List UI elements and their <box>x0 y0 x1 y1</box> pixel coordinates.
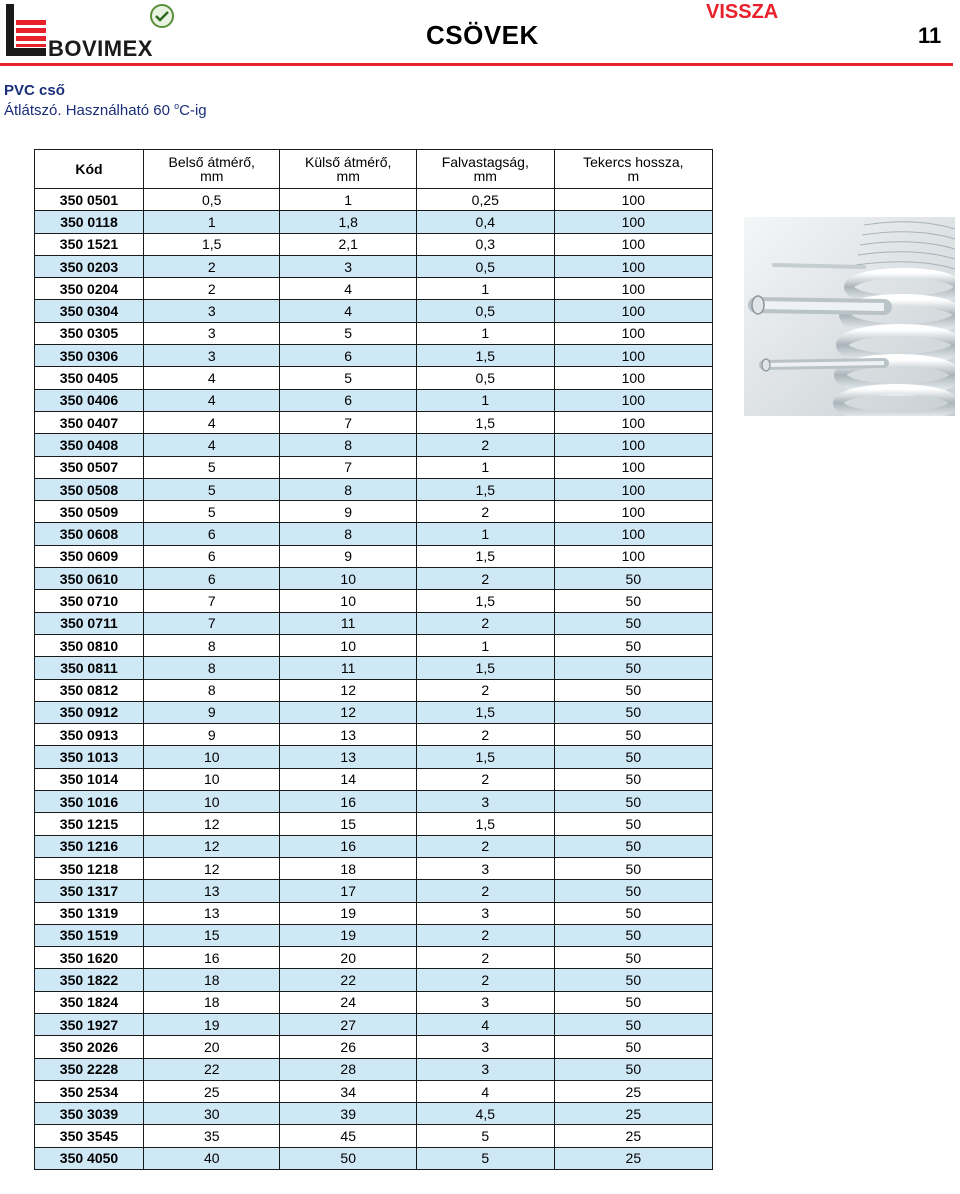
header-wall-line1: Falvastagság, <box>441 154 529 170</box>
cell-inner-diameter: 3 <box>144 300 280 322</box>
cell-coil-length: 100 <box>554 545 712 567</box>
cell-coil-length: 100 <box>554 434 712 456</box>
cell-code: 350 0305 <box>35 322 144 344</box>
cell-inner-diameter: 6 <box>144 523 280 545</box>
cell-code: 350 0811 <box>35 657 144 679</box>
cell-wall-thickness: 0,5 <box>416 255 554 277</box>
header-inner-line2: mm <box>200 168 224 184</box>
cell-code: 350 2534 <box>35 1080 144 1102</box>
cell-inner-diameter: 20 <box>144 1036 280 1058</box>
cell-outer-diameter: 15 <box>280 813 416 835</box>
cell-coil-length: 100 <box>554 189 712 211</box>
header-coil-length <box>554 150 712 189</box>
cell-coil-length: 100 <box>554 233 712 255</box>
cell-code: 350 0610 <box>35 568 144 590</box>
cell-coil-length: 50 <box>554 634 712 656</box>
cell-outer-diameter: 11 <box>280 657 416 679</box>
table-row <box>35 434 713 456</box>
cell-outer-diameter: 10 <box>280 568 416 590</box>
cell-inner-diameter: 5 <box>144 478 280 500</box>
cell-inner-diameter: 4 <box>144 389 280 411</box>
table-row <box>35 813 713 835</box>
table-row <box>35 456 713 478</box>
cell-outer-diameter: 8 <box>280 523 416 545</box>
cell-outer-diameter: 28 <box>280 1058 416 1080</box>
cell-inner-diameter: 4 <box>144 434 280 456</box>
cell-wall-thickness: 1,5 <box>416 813 554 835</box>
cell-outer-diameter: 1 <box>280 189 416 211</box>
cell-outer-diameter: 22 <box>280 969 416 991</box>
cell-outer-diameter: 19 <box>280 902 416 924</box>
table-row <box>35 1080 713 1102</box>
cell-wall-thickness: 2 <box>416 434 554 456</box>
cell-code: 350 1016 <box>35 791 144 813</box>
cell-coil-length: 25 <box>554 1125 712 1147</box>
cell-wall-thickness: 1,5 <box>416 657 554 679</box>
cell-code: 350 3039 <box>35 1103 144 1125</box>
cell-coil-length: 100 <box>554 255 712 277</box>
cell-outer-diameter: 8 <box>280 478 416 500</box>
cell-coil-length: 100 <box>554 278 712 300</box>
cell-inner-diameter: 12 <box>144 835 280 857</box>
cell-wall-thickness: 1,5 <box>416 590 554 612</box>
cell-outer-diameter: 16 <box>280 791 416 813</box>
table-row <box>35 835 713 857</box>
table-row <box>35 791 713 813</box>
cell-code: 350 0608 <box>35 523 144 545</box>
header-divider <box>0 63 953 66</box>
cell-code: 350 1215 <box>35 813 144 835</box>
cell-coil-length: 50 <box>554 1058 712 1080</box>
cell-outer-diameter: 3 <box>280 255 416 277</box>
cell-code: 350 0507 <box>35 456 144 478</box>
cell-inner-diameter: 6 <box>144 545 280 567</box>
cell-inner-diameter: 12 <box>144 813 280 835</box>
cell-wall-thickness: 4 <box>416 1013 554 1035</box>
cell-inner-diameter: 8 <box>144 634 280 656</box>
cell-code: 350 0405 <box>35 367 144 389</box>
table-row <box>35 233 713 255</box>
cell-code: 350 1822 <box>35 969 144 991</box>
table-row <box>35 634 713 656</box>
cell-wall-thickness: 2 <box>416 969 554 991</box>
cell-code: 350 1013 <box>35 746 144 768</box>
cell-inner-diameter: 10 <box>144 746 280 768</box>
table-row <box>35 1125 713 1147</box>
cell-code: 350 2026 <box>35 1036 144 1058</box>
cell-code: 350 1216 <box>35 835 144 857</box>
cell-outer-diameter: 13 <box>280 746 416 768</box>
cell-outer-diameter: 19 <box>280 924 416 946</box>
table-row <box>35 345 713 367</box>
table-body <box>35 189 713 1170</box>
cell-coil-length: 50 <box>554 657 712 679</box>
cell-wall-thickness: 2 <box>416 924 554 946</box>
cell-inner-diameter: 12 <box>144 857 280 879</box>
cell-coil-length: 50 <box>554 679 712 701</box>
cell-inner-diameter: 4 <box>144 367 280 389</box>
cell-coil-length: 50 <box>554 969 712 991</box>
cell-outer-diameter: 7 <box>280 456 416 478</box>
cell-coil-length: 50 <box>554 612 712 634</box>
table-row <box>35 523 713 545</box>
cell-outer-diameter: 45 <box>280 1125 416 1147</box>
cell-coil-length: 100 <box>554 300 712 322</box>
page-title: CSÖVEK <box>426 20 539 50</box>
cell-code: 350 0407 <box>35 411 144 433</box>
cell-outer-diameter: 1,8 <box>280 211 416 233</box>
cell-wall-thickness: 3 <box>416 991 554 1013</box>
cell-coil-length: 100 <box>554 523 712 545</box>
cell-inner-diameter: 3 <box>144 322 280 344</box>
cell-inner-diameter: 19 <box>144 1013 280 1035</box>
cell-inner-diameter: 40 <box>144 1147 280 1169</box>
table-row <box>35 1103 713 1125</box>
degree-superscript: o <box>174 101 180 111</box>
cell-code: 350 0609 <box>35 545 144 567</box>
table-row <box>35 679 713 701</box>
table-row <box>35 568 713 590</box>
cell-coil-length: 50 <box>554 590 712 612</box>
cell-code: 350 0406 <box>35 389 144 411</box>
cell-outer-diameter: 39 <box>280 1103 416 1125</box>
cell-code: 350 1319 <box>35 902 144 924</box>
table-row <box>35 969 713 991</box>
cell-outer-diameter: 24 <box>280 991 416 1013</box>
cell-inner-diameter: 8 <box>144 679 280 701</box>
cell-inner-diameter: 13 <box>144 880 280 902</box>
cell-outer-diameter: 9 <box>280 545 416 567</box>
table-row <box>35 880 713 902</box>
cell-inner-diameter: 9 <box>144 701 280 723</box>
cell-code: 350 1824 <box>35 991 144 1013</box>
cell-outer-diameter: 14 <box>280 768 416 790</box>
cell-outer-diameter: 7 <box>280 411 416 433</box>
cell-inner-diameter: 18 <box>144 969 280 991</box>
cell-outer-diameter: 16 <box>280 835 416 857</box>
cell-coil-length: 25 <box>554 1103 712 1125</box>
cell-code: 350 4050 <box>35 1147 144 1169</box>
header-wall-line2: mm <box>473 168 497 184</box>
cell-code: 350 0508 <box>35 478 144 500</box>
table-row <box>35 545 713 567</box>
table-row <box>35 902 713 924</box>
cell-inner-diameter: 30 <box>144 1103 280 1125</box>
product-description <box>4 101 207 119</box>
table-row <box>35 1058 713 1080</box>
cell-outer-diameter: 12 <box>280 701 416 723</box>
cell-outer-diameter: 11 <box>280 612 416 634</box>
cell-outer-diameter: 34 <box>280 1080 416 1102</box>
cell-inner-diameter: 2 <box>144 255 280 277</box>
cell-wall-thickness: 1 <box>416 634 554 656</box>
cell-outer-diameter: 9 <box>280 501 416 523</box>
cell-inner-diameter: 15 <box>144 924 280 946</box>
cell-wall-thickness: 1,5 <box>416 545 554 567</box>
cell-coil-length: 50 <box>554 1013 712 1035</box>
cell-wall-thickness: 2 <box>416 568 554 590</box>
cell-code: 350 1519 <box>35 924 144 946</box>
cell-outer-diameter: 5 <box>280 367 416 389</box>
cell-code: 350 2228 <box>35 1058 144 1080</box>
table-row <box>35 924 713 946</box>
cell-wall-thickness: 2 <box>416 724 554 746</box>
cell-wall-thickness: 1 <box>416 523 554 545</box>
cell-inner-diameter: 1,5 <box>144 233 280 255</box>
cell-code: 350 0710 <box>35 590 144 612</box>
cell-wall-thickness: 1,5 <box>416 701 554 723</box>
table-row <box>35 657 713 679</box>
cell-wall-thickness: 1 <box>416 456 554 478</box>
cell-inner-diameter: 10 <box>144 791 280 813</box>
cell-wall-thickness: 2 <box>416 501 554 523</box>
cell-wall-thickness: 0,5 <box>416 367 554 389</box>
cell-outer-diameter: 4 <box>280 278 416 300</box>
cell-outer-diameter: 2,1 <box>280 233 416 255</box>
cell-coil-length: 100 <box>554 501 712 523</box>
cell-code: 350 0304 <box>35 300 144 322</box>
description-prefix: Átlátszó. Használható 60 <box>4 102 175 119</box>
cell-coil-length: 100 <box>554 322 712 344</box>
cell-code: 350 0912 <box>35 701 144 723</box>
cell-coil-length: 100 <box>554 411 712 433</box>
cell-coil-length: 25 <box>554 1147 712 1169</box>
cell-wall-thickness: 2 <box>416 612 554 634</box>
header-code <box>35 150 144 189</box>
cell-code: 350 0913 <box>35 724 144 746</box>
header-length-line1: Tekercs hossza, <box>583 154 684 170</box>
cell-outer-diameter: 6 <box>280 345 416 367</box>
header-inner-line1: Belső átmérő, <box>168 154 255 170</box>
table-row <box>35 724 713 746</box>
cell-outer-diameter: 17 <box>280 880 416 902</box>
cell-coil-length: 50 <box>554 857 712 879</box>
cell-outer-diameter: 12 <box>280 679 416 701</box>
cell-inner-diameter: 3 <box>144 345 280 367</box>
cell-inner-diameter: 2 <box>144 278 280 300</box>
cell-coil-length: 100 <box>554 478 712 500</box>
cell-code: 350 0408 <box>35 434 144 456</box>
table-row <box>35 411 713 433</box>
cell-wall-thickness: 3 <box>416 902 554 924</box>
cell-coil-length: 50 <box>554 1036 712 1058</box>
cell-code: 350 0810 <box>35 634 144 656</box>
cell-inner-diameter: 5 <box>144 501 280 523</box>
cell-code: 350 0501 <box>35 189 144 211</box>
cell-wall-thickness: 4,5 <box>416 1103 554 1125</box>
table-row <box>35 389 713 411</box>
cell-wall-thickness: 0,3 <box>416 233 554 255</box>
cell-outer-diameter: 50 <box>280 1147 416 1169</box>
header-outer-diameter <box>280 150 416 189</box>
cell-outer-diameter: 4 <box>280 300 416 322</box>
cell-outer-diameter: 13 <box>280 724 416 746</box>
cell-outer-diameter: 10 <box>280 634 416 656</box>
cell-code: 350 0203 <box>35 255 144 277</box>
table-row <box>35 746 713 768</box>
header-inner-diameter <box>144 150 280 189</box>
cell-code: 350 0306 <box>35 345 144 367</box>
cell-wall-thickness: 0,5 <box>416 300 554 322</box>
cell-wall-thickness: 3 <box>416 1058 554 1080</box>
table-row <box>35 590 713 612</box>
cell-coil-length: 50 <box>554 880 712 902</box>
cell-wall-thickness: 3 <box>416 791 554 813</box>
cell-inner-diameter: 1 <box>144 211 280 233</box>
cell-code: 350 1317 <box>35 880 144 902</box>
cell-inner-diameter: 7 <box>144 612 280 634</box>
pvc-tube-coil-photo <box>744 217 955 416</box>
cell-inner-diameter: 18 <box>144 991 280 1013</box>
table-row <box>35 189 713 211</box>
table-row <box>35 1036 713 1058</box>
table-row <box>35 255 713 277</box>
table-row <box>35 612 713 634</box>
table-row <box>35 857 713 879</box>
table-row <box>35 278 713 300</box>
cell-inner-diameter: 10 <box>144 768 280 790</box>
cell-coil-length: 25 <box>554 1080 712 1102</box>
cell-wall-thickness: 3 <box>416 1036 554 1058</box>
cell-coil-length: 100 <box>554 456 712 478</box>
cell-code: 350 0204 <box>35 278 144 300</box>
header-outer-line1: Külső átmérő, <box>305 154 392 170</box>
spec-table <box>34 149 713 1170</box>
cell-coil-length: 50 <box>554 947 712 969</box>
cell-wall-thickness: 5 <box>416 1147 554 1169</box>
cell-coil-length: 50 <box>554 768 712 790</box>
cell-wall-thickness: 2 <box>416 679 554 701</box>
back-link[interactable]: VISSZA <box>706 1 779 23</box>
table-row <box>35 701 713 723</box>
cell-inner-diameter: 13 <box>144 902 280 924</box>
cell-wall-thickness: 2 <box>416 947 554 969</box>
cell-coil-length: 100 <box>554 367 712 389</box>
cell-code: 350 1927 <box>35 1013 144 1035</box>
cell-wall-thickness: 0,4 <box>416 211 554 233</box>
cell-wall-thickness: 3 <box>416 857 554 879</box>
table-row <box>35 991 713 1013</box>
cell-code: 350 0509 <box>35 501 144 523</box>
cell-inner-diameter: 8 <box>144 657 280 679</box>
cell-code: 350 1620 <box>35 947 144 969</box>
cell-wall-thickness: 1,5 <box>416 478 554 500</box>
table-row <box>35 211 713 233</box>
cell-coil-length: 100 <box>554 389 712 411</box>
cell-outer-diameter: 6 <box>280 389 416 411</box>
cell-inner-diameter: 16 <box>144 947 280 969</box>
cell-inner-diameter: 6 <box>144 568 280 590</box>
cell-code: 350 0711 <box>35 612 144 634</box>
description-suffix: C-ig <box>179 102 207 119</box>
table-row <box>35 478 713 500</box>
cell-coil-length: 50 <box>554 568 712 590</box>
cell-inner-diameter: 7 <box>144 590 280 612</box>
header-outer-line2: mm <box>336 168 360 184</box>
cell-outer-diameter: 27 <box>280 1013 416 1035</box>
cell-code: 350 0812 <box>35 679 144 701</box>
page-number: 11 <box>918 23 942 48</box>
cell-outer-diameter: 5 <box>280 322 416 344</box>
cell-inner-diameter: 5 <box>144 456 280 478</box>
cell-wall-thickness: 4 <box>416 1080 554 1102</box>
cell-coil-length: 50 <box>554 924 712 946</box>
cell-wall-thickness: 1 <box>416 322 554 344</box>
cell-outer-diameter: 26 <box>280 1036 416 1058</box>
cell-coil-length: 50 <box>554 991 712 1013</box>
cell-coil-length: 50 <box>554 701 712 723</box>
cell-coil-length: 50 <box>554 791 712 813</box>
cell-wall-thickness: 0,25 <box>416 189 554 211</box>
cell-code: 350 1014 <box>35 768 144 790</box>
product-title: PVC cső <box>4 82 65 99</box>
cell-wall-thickness: 2 <box>416 768 554 790</box>
cell-outer-diameter: 20 <box>280 947 416 969</box>
header-length-line2: m <box>627 168 640 184</box>
header-wall-thickness <box>416 150 554 189</box>
table-row <box>35 300 713 322</box>
cell-coil-length: 50 <box>554 902 712 924</box>
cell-coil-length: 100 <box>554 211 712 233</box>
cell-wall-thickness: 2 <box>416 835 554 857</box>
header-code-label: Kód <box>75 161 103 177</box>
cell-wall-thickness: 1,5 <box>416 345 554 367</box>
cell-coil-length: 50 <box>554 835 712 857</box>
cell-outer-diameter: 8 <box>280 434 416 456</box>
cell-inner-diameter: 9 <box>144 724 280 746</box>
cell-code: 350 3545 <box>35 1125 144 1147</box>
table-header-row <box>35 150 713 189</box>
cell-inner-diameter: 35 <box>144 1125 280 1147</box>
cell-inner-diameter: 4 <box>144 411 280 433</box>
table-row <box>35 322 713 344</box>
table-row <box>35 947 713 969</box>
cell-inner-diameter: 0,5 <box>144 189 280 211</box>
table-row <box>35 501 713 523</box>
cell-code: 350 0118 <box>35 211 144 233</box>
table-row <box>35 1013 713 1035</box>
cell-outer-diameter: 10 <box>280 590 416 612</box>
table-row <box>35 367 713 389</box>
cell-code: 350 1521 <box>35 233 144 255</box>
cell-inner-diameter: 22 <box>144 1058 280 1080</box>
cell-wall-thickness: 1 <box>416 389 554 411</box>
cell-coil-length: 100 <box>554 345 712 367</box>
table-row <box>35 1147 713 1169</box>
cell-outer-diameter: 18 <box>280 857 416 879</box>
cell-wall-thickness: 1,5 <box>416 411 554 433</box>
cell-coil-length: 50 <box>554 746 712 768</box>
table-row <box>35 768 713 790</box>
cell-wall-thickness: 1 <box>416 278 554 300</box>
cell-wall-thickness: 1,5 <box>416 746 554 768</box>
cell-inner-diameter: 25 <box>144 1080 280 1102</box>
cell-code: 350 1218 <box>35 857 144 879</box>
cell-coil-length: 50 <box>554 813 712 835</box>
cell-wall-thickness: 5 <box>416 1125 554 1147</box>
brand-name: BOVIMEX <box>48 36 153 61</box>
cell-coil-length: 50 <box>554 724 712 746</box>
cell-wall-thickness: 2 <box>416 880 554 902</box>
